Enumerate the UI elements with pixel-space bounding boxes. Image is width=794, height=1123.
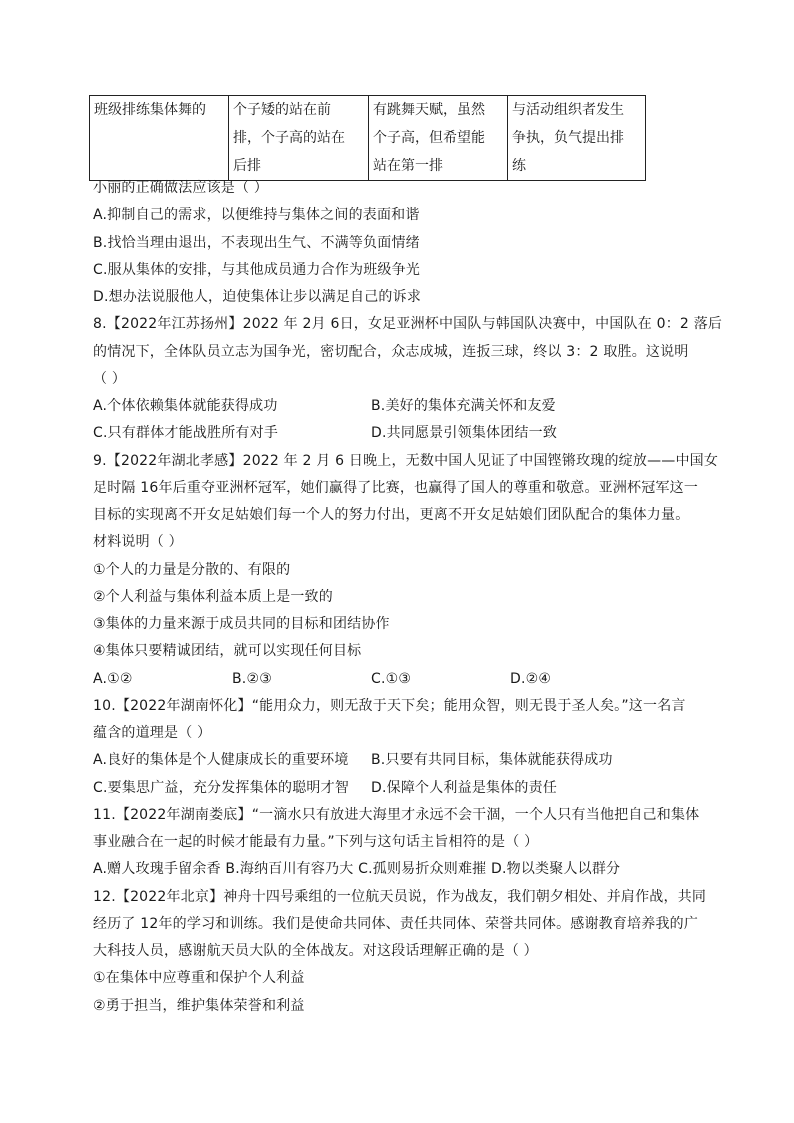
cell-line: 个子高，但希望能 <box>373 130 485 146</box>
question-9-line: 目标的实现离不开女足姑娘们每一个人的努力付出，更离不开女足姑娘们团队配合的集体力量。 <box>93 507 690 523</box>
question-8-line: 的情况下，全体队员立志为国争光，密切配合，众志成城，连扳三球，终以 3：2 取胜。这说明 <box>93 344 689 360</box>
table-cell <box>369 96 508 181</box>
question-12-line: 经历了 12年的学习和训练。我们是使命共同体、责任共同体、荣誉共同体。感谢教育培养我的广 <box>93 916 699 932</box>
option-d: D.保障个人利益是集体的责任 <box>371 780 558 796</box>
statement-1: ①个人的力量是分散的、有限的 <box>93 562 291 578</box>
cell-line: 争执，负气提出排 <box>512 130 624 146</box>
question-12-line: 大科技人员，感谢航天员大队的全体战友。对这段话理解正确的是（ ） <box>93 943 538 959</box>
table-cell <box>90 96 229 181</box>
option-c: C.①③ <box>371 671 412 687</box>
question-9-line: 足时隔 16年后重夺亚洲杯冠军，她们赢得了比赛，也赢得了国人的尊重和敬意。亚洲杯冠军这一 <box>93 480 699 496</box>
cell-line: 与活动组织者发生 <box>512 102 624 118</box>
statement-1: ①在集体中应尊重和保护个人利益 <box>93 970 305 986</box>
option-a: A.良好的集体是个人健康成长的重要环境 <box>93 752 349 768</box>
question-10-line: 10.【2022年湖南怀化】“能用众力，则无敌于天下矣；能用众智，则无畏于圣人矣。”这一名言 <box>93 698 686 714</box>
question-stem: 小丽的正确做法应该是（ ） <box>93 180 269 196</box>
question-8-line: 8.【2022年江苏扬州】2022 年 2月 6日，女足亚洲杯中国队与韩国队决赛中，中国队在 0：2 落后 <box>93 316 723 332</box>
question-11-options: A.赠人玫瑰手留余香 B.海纳百川有容乃大 C.孤则易折众则难摧 D.物以类聚人以群分 <box>93 861 621 877</box>
option-d: D.想办法说服他人，迫使集体让步以满足自己的诉求 <box>93 289 422 305</box>
cell-line: 练 <box>512 158 526 174</box>
option-b: B.找恰当理由退出，不表现出生气、不满等负面情绪 <box>93 235 420 251</box>
cell-line: 个子矮的站在前 <box>233 102 331 118</box>
option-b: B.只要有共同目标，集体就能获得成功 <box>371 752 613 768</box>
cell-line: 站在第一排 <box>373 158 443 174</box>
option-b: B.②③ <box>232 671 272 687</box>
statement-2: ②勇于担当，维护集体荣誉和利益 <box>93 998 305 1014</box>
option-d: D.共同愿景引领集体团结一致 <box>371 425 558 441</box>
option-c: C.只有群体才能战胜所有对手 <box>93 425 279 441</box>
table-cell <box>508 96 646 181</box>
scenario-table <box>89 95 646 181</box>
statement-4: ④集体只要精诚团结，就可以实现任何目标 <box>93 643 362 659</box>
option-c: C.服从集体的安排，与其他成员通力合作为班级争光 <box>93 262 421 278</box>
cell-line: 排，个子高的站在 <box>233 130 345 146</box>
question-11-line: 11.【2022年湖南娄底】“一滴水只有放进大海里才永远不会干涸，一个人只有当他把自己和集体 <box>93 807 700 823</box>
question-9-line: 9.【2022年湖北孝感】2022 年 2 月 6 日晚上，无数中国人见证了中国铿锵玫瑰的绽放——中国女 <box>93 453 719 469</box>
question-12-line: 12.【2022年北京】神舟十四号乘组的一位航天员说，作为战友，我们朝夕相处、并肩作战，共同 <box>93 889 707 905</box>
option-b: B.美好的集体充满关怀和友爱 <box>371 398 556 414</box>
option-a: A.抑制自己的需求，以便维持与集体之间的表面和谐 <box>93 207 420 223</box>
option-c: C.要集思广益，充分发挥集体的聪明才智 <box>93 780 350 796</box>
question-11-line: 事业融合在一起的时候才能最有力量。”下列与这句话主旨相符的是（ ） <box>93 834 539 850</box>
option-a: A.①② <box>93 671 133 687</box>
option-a: A.个体依赖集体就能获得成功 <box>93 398 278 414</box>
table-row <box>90 96 646 181</box>
cell-line: 后排 <box>233 158 261 174</box>
question-8-line: （ ） <box>93 371 127 387</box>
table-cell <box>229 96 369 181</box>
statement-3: ③集体的力量来源于成员共同的目标和团结协作 <box>93 616 390 632</box>
statement-2: ②个人利益与集体利益本质上是一致的 <box>93 589 333 605</box>
cell-line: 班级排练集体舞的 <box>94 102 206 118</box>
question-9-line: 材料说明（ ） <box>93 534 183 550</box>
cell-line: 有跳舞天赋，虽然 <box>373 102 485 118</box>
question-10-line: 蕴含的道理是（ ） <box>93 725 212 741</box>
option-d: D.②④ <box>510 671 552 687</box>
